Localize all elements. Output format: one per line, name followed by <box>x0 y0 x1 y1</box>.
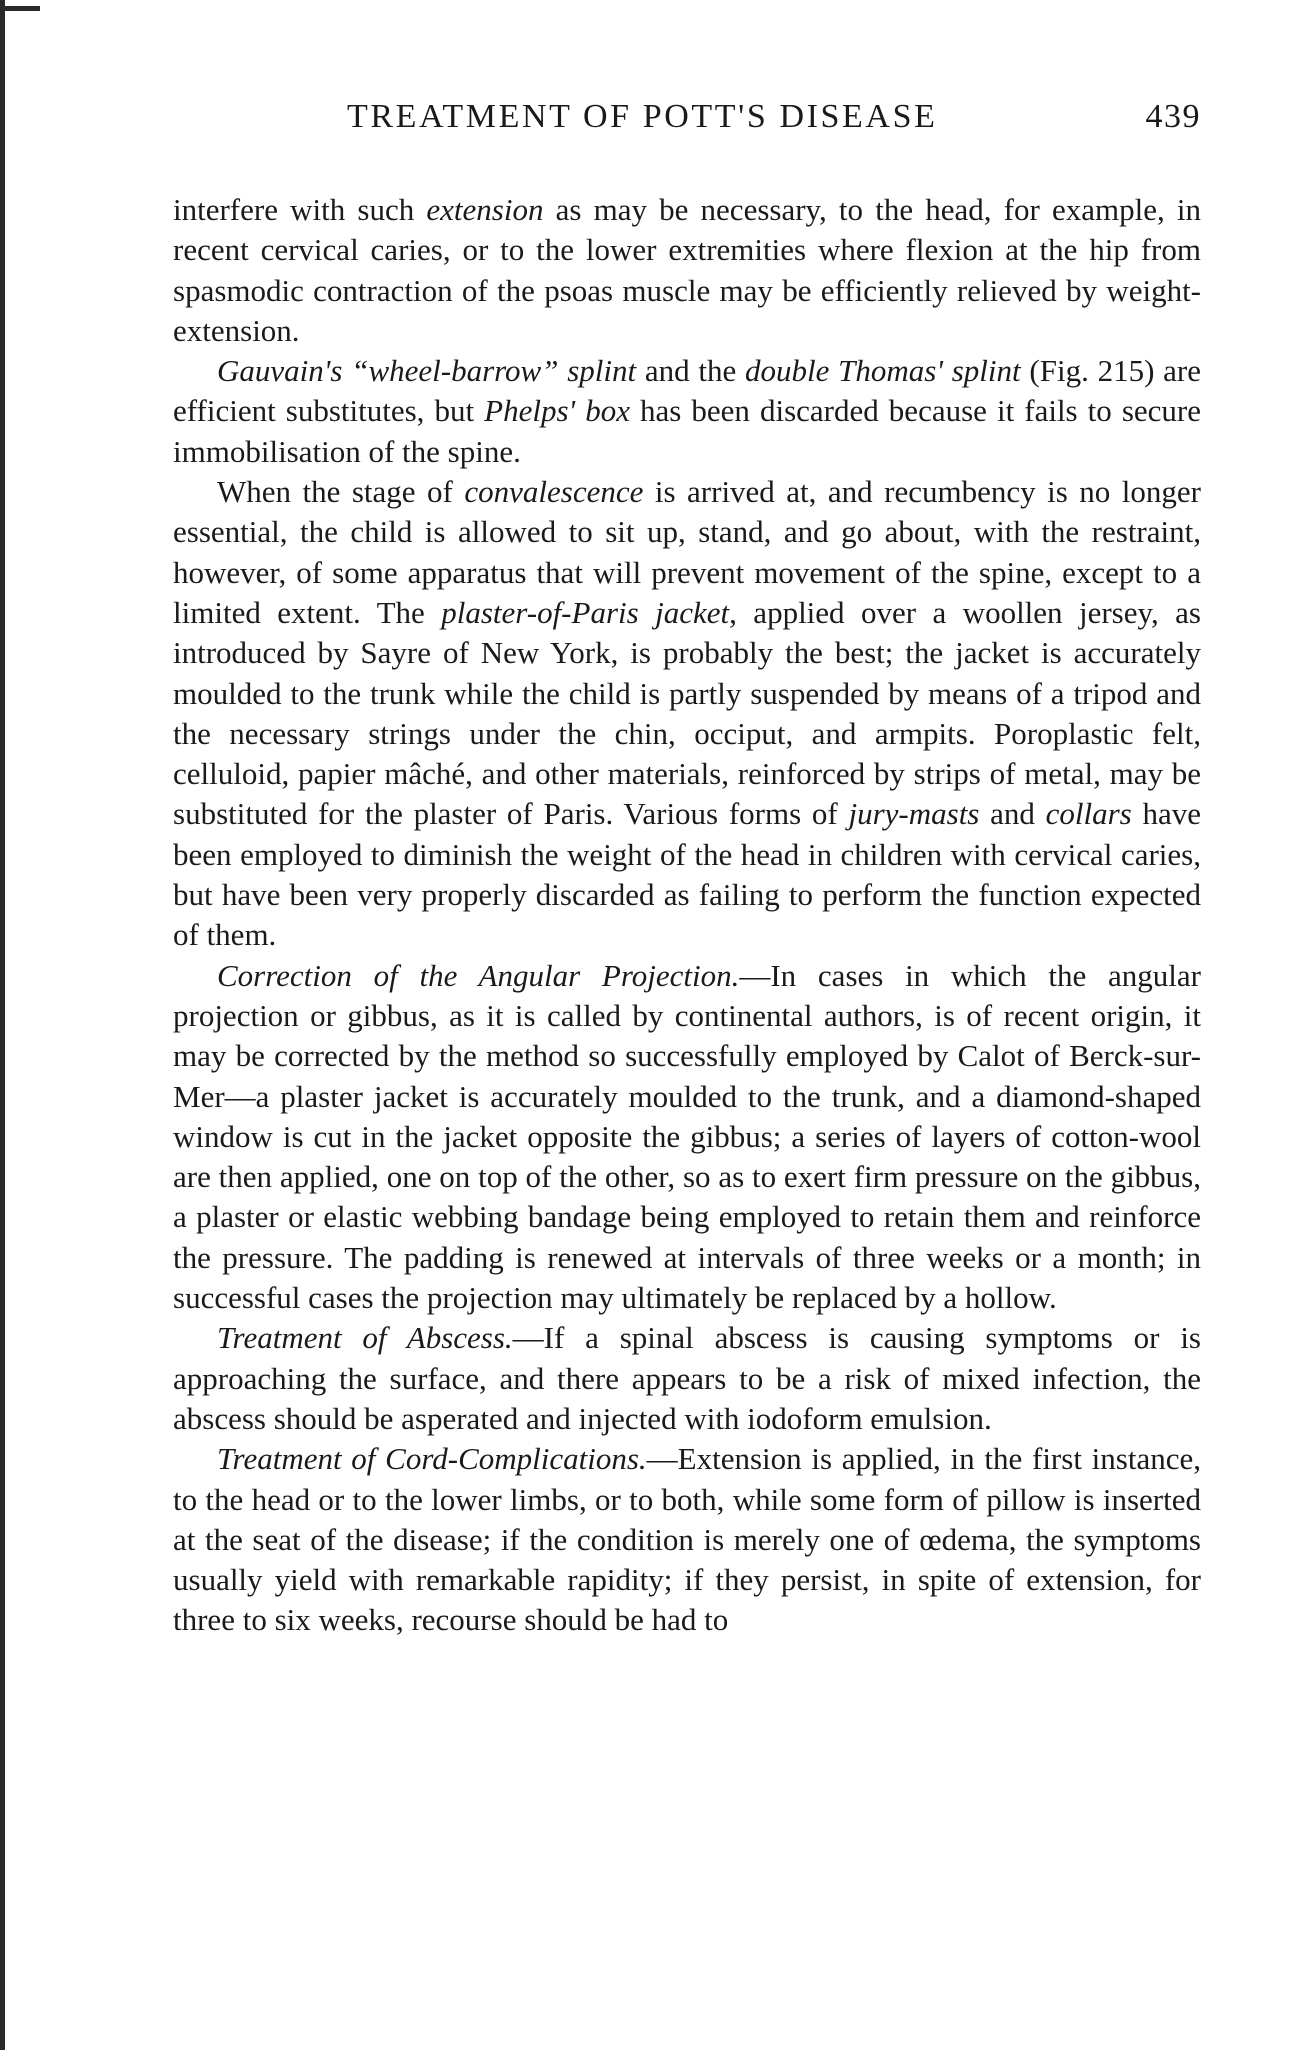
paragraph-segment: —In cases in which the angular projection or gibbus, as it is called by continental authors, is of recent origin, it may be corrected by the method so successfully employed by Calot of Berck-sur-Mer—a plaster jacket is accurately moulded to the trunk, and a diamond-shaped window is cut in the jacket opposite the gibbus; a series of layers of cotton-wool are then applied, one on top of the other, so as to exert firm pressure on the gibbus, a plaster or elastic webbing bandage being employed to retain them and reinforce the pressure. The padding is renewed at intervals of three weeks or a month; in successful cases the projection may ultimately be replaced by a hollow. <box>173 957 1201 1316</box>
paragraph-segment: has been discarded because it fails to secure immobilisation of the spine. <box>173 393 1202 469</box>
paragraph-extension-continued <box>173 190 1201 351</box>
paragraph-segment-italic: plaster-of-Paris jacket <box>441 594 730 630</box>
paragraph-segment: have been employed to diminish the weight of the head in children with cervical caries, but have been very properly discarded as failing to perform the function expected of them. <box>173 796 1201 953</box>
paragraph-heading-italic: Treatment of Cord-Complications. <box>217 1441 647 1477</box>
running-head-title: TREATMENT OF POTT'S DISEASE <box>347 98 938 135</box>
running-head <box>173 98 1201 148</box>
paragraph-convalescence <box>173 472 1201 956</box>
page-binding-tick <box>0 6 40 11</box>
paragraph-segment: and the <box>636 353 746 389</box>
paragraph-segment: (Fig. 215) are efficient substitutes, but <box>173 353 1202 429</box>
paragraph-splints <box>173 351 1201 472</box>
paragraph-segment-italic: convalescence <box>464 474 644 510</box>
paragraph-cord-complications <box>173 1439 1201 1640</box>
body-text <box>173 190 1201 1641</box>
paragraph-segment: When the stage of <box>217 474 465 510</box>
paragraph-angular-projection <box>173 956 1201 1319</box>
paragraph-segment-italic: jury-masts <box>848 796 980 832</box>
paragraph-segment-italic: collars <box>1045 796 1132 832</box>
paragraph-abscess <box>173 1318 1201 1439</box>
paragraph-segment-italic: double Thomas' splint <box>745 353 1021 389</box>
paragraph-segment: —If a spinal abscess is causing symptoms or is approaching the surface, and there appears to be a risk of mixed infection, the abscess should be asperated and injected with iodoform emulsion. <box>173 1320 1201 1436</box>
paragraph-segment: , applied over a woollen jersey, as introduced by Sayre of New York, is probably the best; the jacket is accurately moulded to the trunk while the child is partly suspended by means of a tripod and the necessary strings under the chin, occiput, and armpits. Poroplastic felt, celluloid, papier mâché, and other materials, reinforced by strips of metal, may be substituted for the plaster of Paris. Various forms of <box>173 594 1201 832</box>
paragraph-heading-italic: Correction of the Angular Projection. <box>217 957 740 993</box>
paragraph-segment: —Extension is applied, in the first instance, to the head or to the lower limbs, or to both, while some form of pillow is inserted at the seat of the disease; if the condition is merely one of œdema, the symptoms usually yield with remarkable rapidity; if they persist, in spite of extension, for three to six weeks, recourse should be had to <box>173 1441 1201 1638</box>
page-binding-edge <box>0 0 5 2050</box>
paragraph-segment-italic: Phelps' box <box>484 393 630 429</box>
paragraph-segment: is arrived at, and recumbency is no longer essential, the child is allowed to sit up, stand, and go about, with the restraint, however, of some apparatus that will prevent movement of the spine, except to a limited extent. The <box>173 474 1201 630</box>
paragraph-segment-italic: extension <box>426 192 544 227</box>
paragraph-segment: and <box>979 796 1046 832</box>
paragraph-segment: interfere with such <box>173 192 427 227</box>
page-number: 439 <box>1145 98 1201 135</box>
paragraph-segment: as may be necessary, to the head, for example, in recent cervical caries, or to the lower extremities where flexion at the hip from spasmodic contraction of the psoas muscle may be efficiently relieved by weight-extension. <box>173 192 1201 348</box>
paragraph-heading-italic: Treatment of Abscess. <box>217 1320 513 1356</box>
paragraph-segment-italic: Gauvain's “wheel-barrow” splint <box>217 353 637 389</box>
